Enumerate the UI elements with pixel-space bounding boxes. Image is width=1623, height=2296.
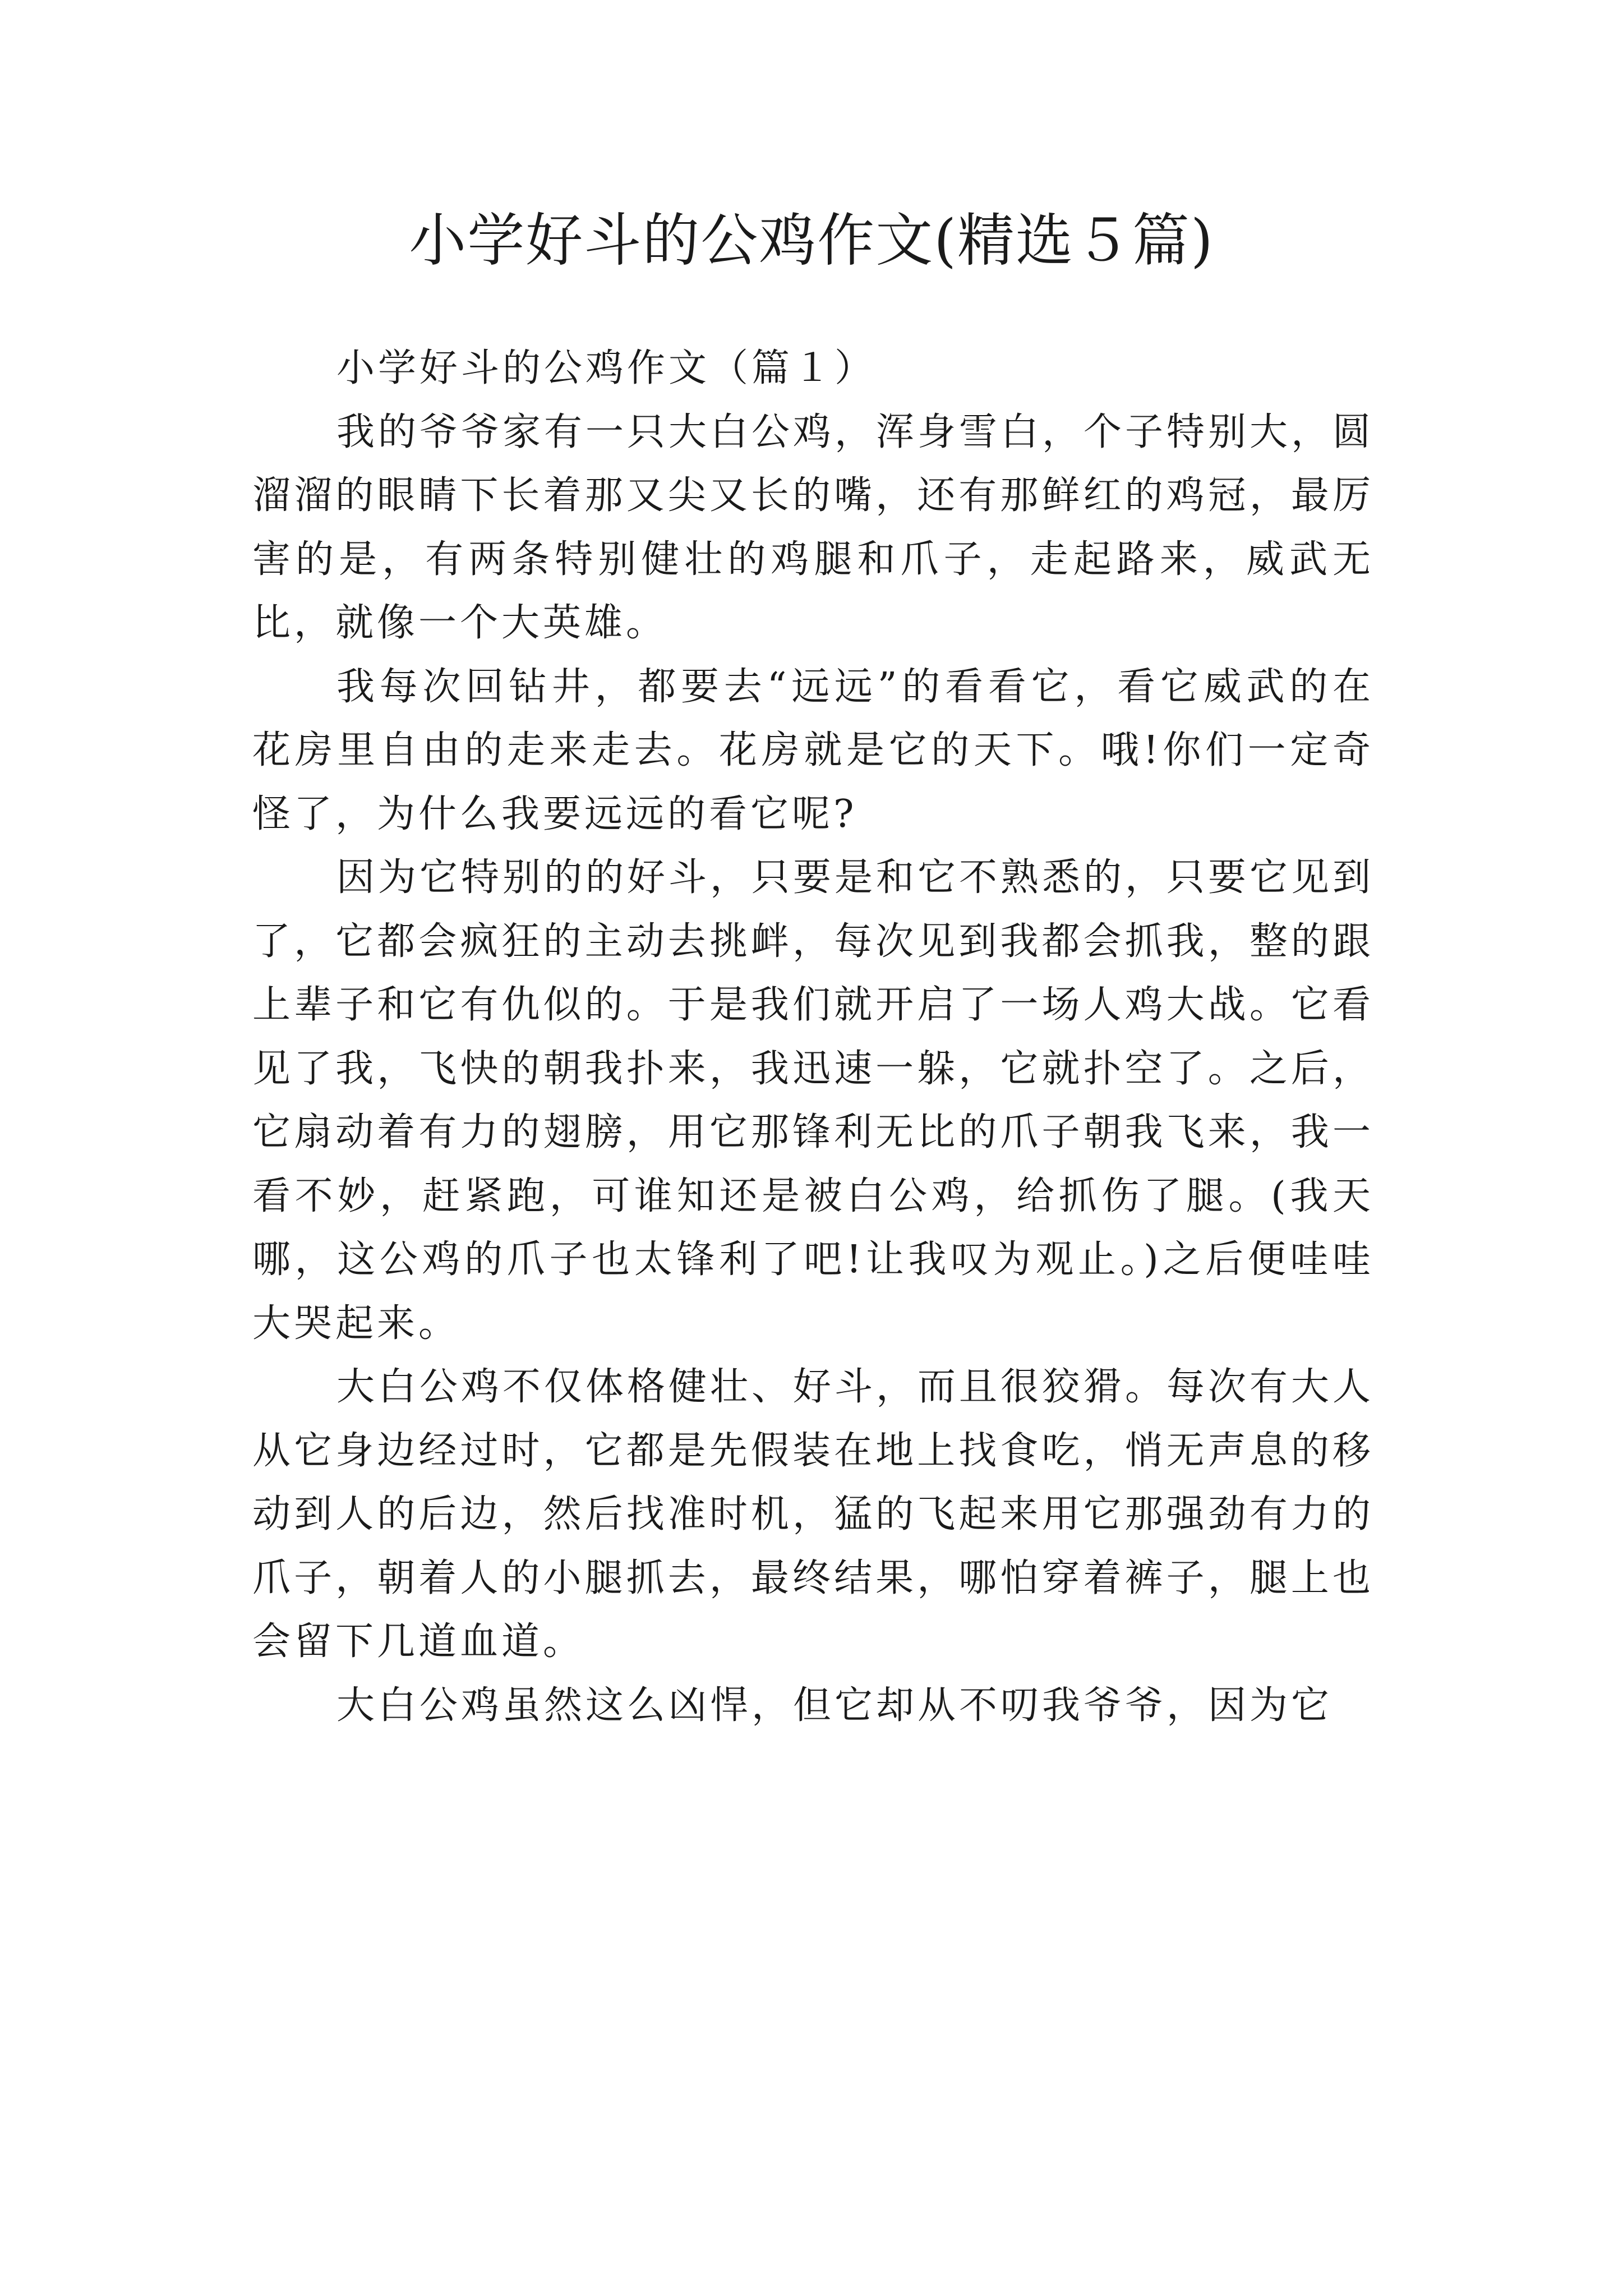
section-heading: 小学好斗的公鸡作文（篇１）	[336, 346, 877, 390]
paragraph: 我每次回钻井，都要去“远远”的看看它，看它威武的在花房里自由的走来走去。花房就是它的天下。哦!你们一定奇怪了，为什么我要远远的看它呢?	[252, 664, 1375, 836]
paragraph: 因为它特别的的好斗，只要是和它不熟悉的，只要它见到了，它都会疯狂的主动去挑衅，每次见到我都会抓我，整的跟上辈子和它有仇似的。于是我们就开启了一场人鸡大战。它看见了我，飞快的朝我扑来，我迅速一躲，它就扑空了。之后，它扇动着有力的翅膀，用它那锋利无比的爪子朝我飞来，我一看不妙，赶紧跑，可谁知还是被白公鸡，给抓伤了腿。(我天哪，这公鸡的爪子也太锋利了吧!让我叹为观止。)之后便哇哇大哭起来。	[252, 855, 1375, 1346]
paragraph: 大白公鸡虽然这么凶悍，但它却从不叨我爷爷，因为它	[336, 1683, 1333, 1728]
paragraph: 我的爷爷家有一只大白公鸡，浑身雪白，个子特别大，圆溜溜的眼睛下长着那又尖又长的嘴，还有那鲜红的鸡冠，最厉害的是，有两条特别健壮的鸡腿和爪子，走起路来，威武无比，就像一个大英雄。	[252, 409, 1375, 645]
document-title: 小学好斗的公鸡作文(精选５篇)	[409, 208, 1214, 274]
document-body	[252, 337, 1374, 1737]
paragraph: 大白公鸡不仅体格健壮、好斗，而且很狡猾。每次有大人从它身边经过时，它都是先假装在地上找食吃，悄无声息的移动到人的后边，然后找准时机，猛的飞起来用它那强劲有力的爪子，朝着人的小腿抓去，最终结果，哪怕穿着裤子，腿上也会留下几道血道。	[252, 1365, 1375, 1664]
